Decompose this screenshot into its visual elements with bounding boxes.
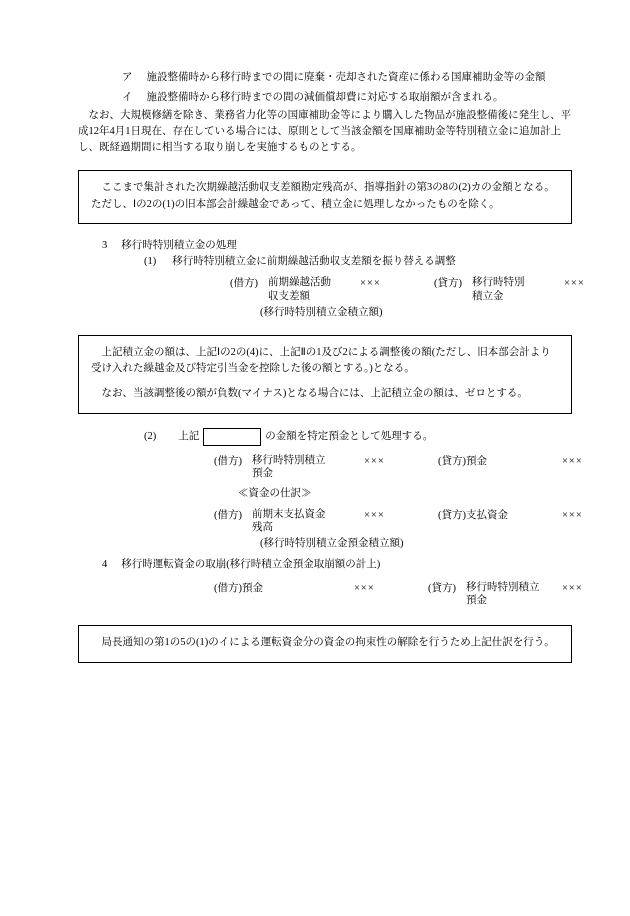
credit-label: (貸方) xyxy=(438,510,466,522)
section-number: 4 xyxy=(102,558,108,570)
section-heading-3 xyxy=(102,238,572,254)
blank-fill-box[interactable] xyxy=(203,428,261,446)
credit-label: (貸方) xyxy=(438,455,466,467)
credit-account: 預金 xyxy=(466,455,487,467)
funds-journal-heading: ≪資金の仕訳≫ xyxy=(238,487,312,499)
list-item-note: なお、大規模修繕を除き、業務省力化等の国庫補助金等により購入した物品が施設整備後に発生し、平成12年4月1日現在、存在している場合には、原則として当該金額を国庫補助金等特別積立金に追加計上し、既経過期間に相当する取り崩しを実施するものとする。 xyxy=(78,109,572,154)
credit-amount: ××× xyxy=(562,510,583,522)
credit-account-line2: 積立金 xyxy=(472,290,504,302)
credit-label: (貸方) xyxy=(434,278,462,290)
debit-amount: ××× xyxy=(364,455,385,467)
debit-label: (借方) xyxy=(230,278,258,290)
credit-amount: ××× xyxy=(564,278,585,290)
credit-account xyxy=(466,581,562,607)
debit-amount: ××× xyxy=(364,510,385,522)
section-title: 移行時運転資金の取崩(移行時積立金預金取崩額の計上) xyxy=(121,558,381,570)
journal-entry-3-1 xyxy=(230,276,585,302)
callout-box-3-paragraph: 局長通知の第1の5の(1)のイによる運転資金分の資金の拘束性の解除を行うため上記仕訳を行う。 xyxy=(101,637,555,649)
debit-account-line2: 残高 xyxy=(252,522,273,534)
journal-entry-3-2 xyxy=(214,454,583,480)
subsection-heading-3-1 xyxy=(144,254,572,270)
credit-account-line1: 移行時特別 xyxy=(472,277,525,289)
debit-account-line1: 前期末支払資金 xyxy=(252,509,326,521)
credit-amount: ××× xyxy=(562,455,583,467)
callout-box-1-paragraph: ここまで集計された次期繰越活動収支差額勘定残高が、指導指針の第3の8の(2)カの金額となる。ただし、Ⅰの2の(1)の旧本部会計繰越金であって、積立金に処理しなかったものを除く。 xyxy=(91,182,555,210)
debit-account xyxy=(268,276,360,302)
subsection-number: (1) xyxy=(144,256,157,268)
callout-box-2-paragraph-1: 上記積立金の額は、上記Ⅰの2の(4)に、上記Ⅱの1及び2による調整後の額(ただし、旧本部会計より受け入れた繰越金及び特定引当金を控除した後の額とする。)となる。 xyxy=(91,346,551,375)
credit-label: (貸方) xyxy=(428,583,456,594)
credit-account: 支払資金 xyxy=(466,510,508,522)
list-item xyxy=(122,90,572,106)
subsection-number: (2) xyxy=(144,430,157,442)
list-item-text: 施設整備時から移行時までの間の減価償却費に対応する取崩額が含まれる。 xyxy=(146,92,504,104)
debit-account xyxy=(252,454,364,480)
debit-account xyxy=(252,508,364,534)
journal-entry-caption: (移行時特別積立金預金積立額) xyxy=(260,538,404,550)
list-item-text: 施設整備時から移行時までの間に廃棄・売却された資産に係わる国庫補助金等の金額 xyxy=(146,72,546,83)
debit-account-line2: 預金 xyxy=(252,467,273,479)
credit-account xyxy=(472,276,564,302)
credit-account-line2: 預金 xyxy=(466,595,487,607)
list-marker: イ xyxy=(122,92,133,104)
journal-entry-caption: (移行時特別積立金積立額) xyxy=(260,306,383,318)
section-heading-4 xyxy=(102,557,572,573)
debit-label: (借方) xyxy=(214,583,242,594)
debit-account-line1: 移行時特別積立 xyxy=(252,454,326,466)
callout-box-1 xyxy=(78,170,572,224)
debit-account: 預金 xyxy=(242,583,263,594)
debit-account-line2: 収支差額 xyxy=(268,290,310,302)
callout-box-2-paragraph-2: なお、当該調整後の額が負数(マイナス)となる場合には、上記積立金の額は、ゼロとする。 xyxy=(101,388,528,400)
callout-box-3 xyxy=(78,625,572,662)
list-item xyxy=(122,70,572,86)
debit-amount: ××× xyxy=(354,583,375,594)
list-marker: ア xyxy=(122,72,133,83)
credit-amount: ××× xyxy=(562,583,583,594)
callout-box-2 xyxy=(78,335,572,414)
debit-account-line1: 前期繰越活動 xyxy=(268,277,331,289)
subsection-title: 移行時特別積立金に前期繰越活動収支差額を振り替える調整 xyxy=(172,256,456,268)
subsection-text-before: 上記 xyxy=(178,430,200,442)
journal-entry-funds xyxy=(214,508,583,534)
subsection-heading-3-2 xyxy=(144,428,572,446)
section-number: 3 xyxy=(102,239,108,251)
debit-label: (借方) xyxy=(214,510,242,522)
debit-amount: ××× xyxy=(360,278,381,290)
debit-label: (借方) xyxy=(214,455,242,467)
section-title: 移行時特別積立金の処理 xyxy=(121,239,237,251)
subsection-text-after: の金額を特定預金として処理する。 xyxy=(265,430,434,442)
credit-account-line1: 移行時特別積立 xyxy=(466,582,540,593)
journal-entry-4 xyxy=(214,581,583,607)
